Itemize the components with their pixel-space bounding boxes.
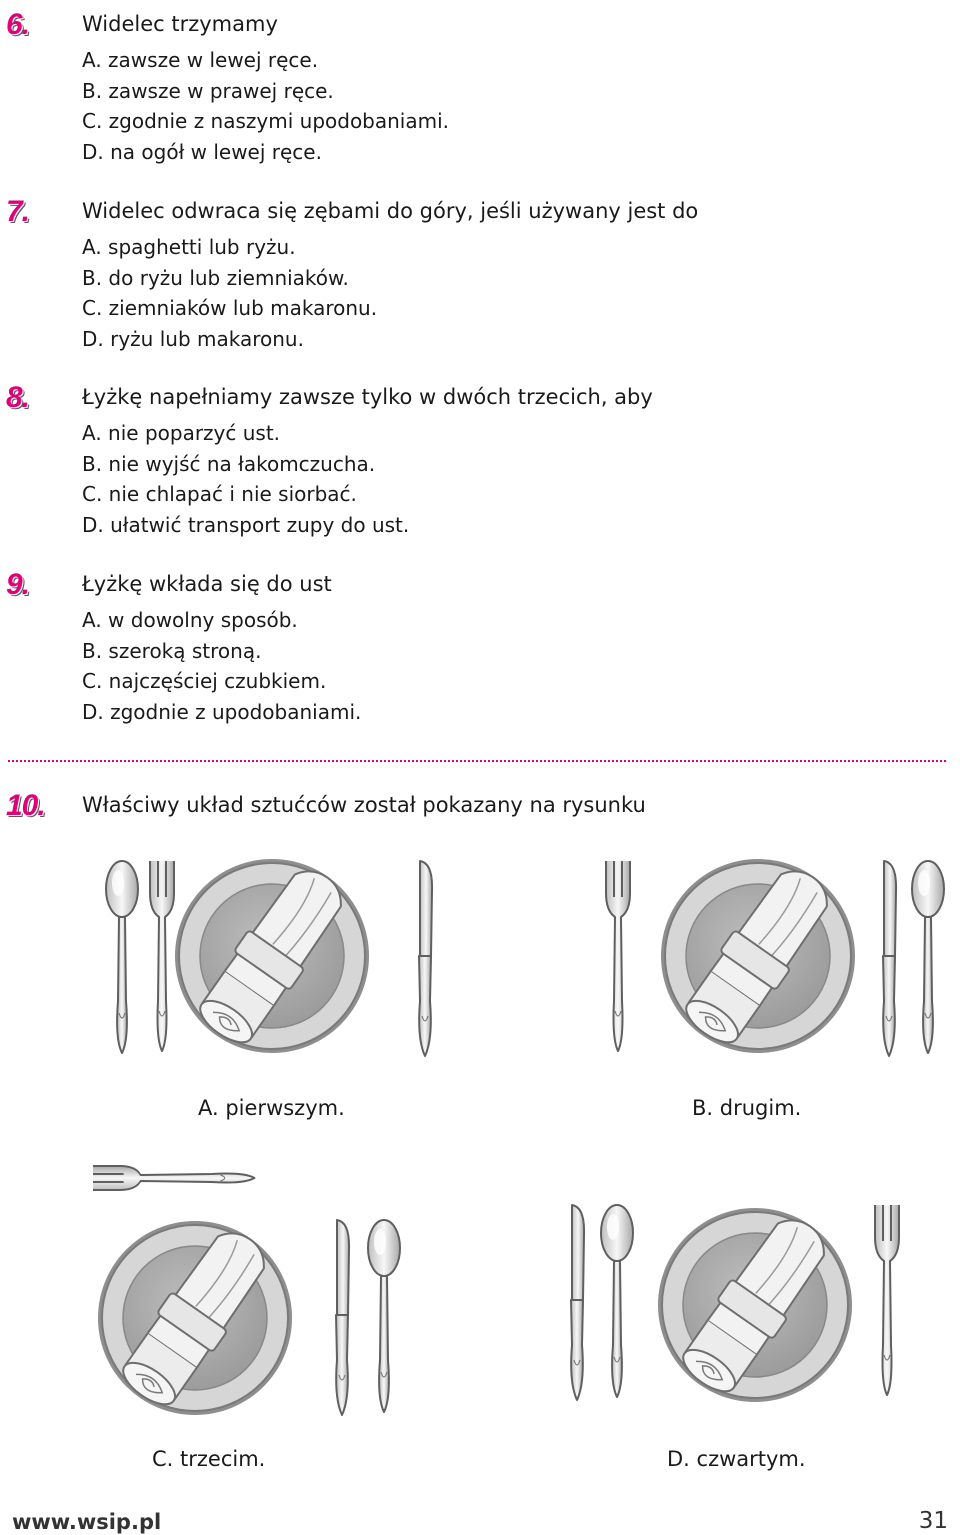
spoon-icon [912, 861, 944, 1053]
question-number: 9. [6, 568, 30, 601]
fork-icon [150, 861, 174, 1051]
option-b[interactable]: B. nie wyjść na łakomczucha. [82, 452, 376, 476]
question-stem: Widelec trzymamy [82, 12, 278, 36]
place-setting-a-illustration[interactable] [90, 848, 450, 1070]
dessert-fork-icon [93, 1166, 255, 1190]
question-number: 10. [6, 789, 45, 822]
place-setting-c-illustration[interactable] [92, 1160, 422, 1430]
spoon-icon [601, 1205, 633, 1397]
spoon-icon [106, 861, 138, 1053]
knife-icon [571, 1205, 584, 1400]
knife-icon [883, 861, 896, 1056]
question-stem: Właściwy układ sztućców został pokazany na rysunku [82, 793, 646, 817]
option-c[interactable]: C. nie chlapać i nie siorbać. [82, 482, 357, 506]
option-a[interactable]: A. spaghetti lub ryżu. [82, 235, 296, 259]
option-c[interactable]: C. najczęściej czubkiem. [82, 669, 327, 693]
figure-c-caption[interactable]: C. trzecim. [152, 1447, 266, 1471]
fork-icon [875, 1205, 899, 1395]
figure-d-caption[interactable]: D. czwartym. [667, 1447, 806, 1471]
spoon-icon [368, 1220, 400, 1412]
option-b[interactable]: B. do ryżu lub ziemniaków. [82, 266, 349, 290]
option-b[interactable]: B. zawsze w prawej ręce. [82, 79, 334, 103]
plate-icon [661, 858, 855, 1053]
option-d[interactable]: D. ułatwić transport zupy do ust. [82, 513, 410, 537]
option-a[interactable]: A. w dowolny sposób. [82, 608, 298, 632]
option-d[interactable]: D. ryżu lub makaronu. [82, 327, 304, 351]
option-c[interactable]: C. zgodnie z naszymi upodobaniami. [82, 109, 450, 133]
question-stem: Łyżkę napełniamy zawsze tylko w dwóch trzecich, aby [82, 385, 653, 409]
option-a[interactable]: A. zawsze w lewej ręce. [82, 48, 319, 72]
option-c[interactable]: C. ziemniaków lub makaronu. [82, 296, 378, 320]
place-setting-b-illustration[interactable] [592, 848, 952, 1070]
question-number: 8. [6, 381, 30, 414]
question-number: 6. [6, 8, 30, 41]
place-setting-d-illustration[interactable] [555, 1185, 925, 1425]
question-number: 7. [6, 195, 30, 228]
plate-icon [175, 858, 369, 1053]
option-a[interactable]: A. nie poparzyć ust. [82, 421, 281, 445]
publisher-website: www.wsip.pl [12, 1510, 162, 1534]
fork-icon [606, 861, 630, 1051]
figure-b-caption[interactable]: B. drugim. [692, 1096, 802, 1120]
knife-icon [336, 1220, 349, 1415]
figure-a-caption[interactable]: A. pierwszym. [198, 1096, 345, 1120]
knife-icon [419, 861, 432, 1056]
page-number: 31 [918, 1508, 948, 1534]
option-d[interactable]: D. na ogół w lewej ręce. [82, 140, 322, 164]
option-d[interactable]: D. zgodnie z upodobaniami. [82, 700, 362, 724]
option-b[interactable]: B. szeroką stroną. [82, 639, 262, 663]
plate-icon [98, 1220, 292, 1415]
question-stem: Widelec odwraca się zębami do góry, jeśli używany jest do [82, 199, 699, 223]
plate-icon [658, 1207, 852, 1402]
question-stem: Łyżkę wkłada się do ust [82, 572, 332, 596]
section-divider [8, 760, 946, 762]
